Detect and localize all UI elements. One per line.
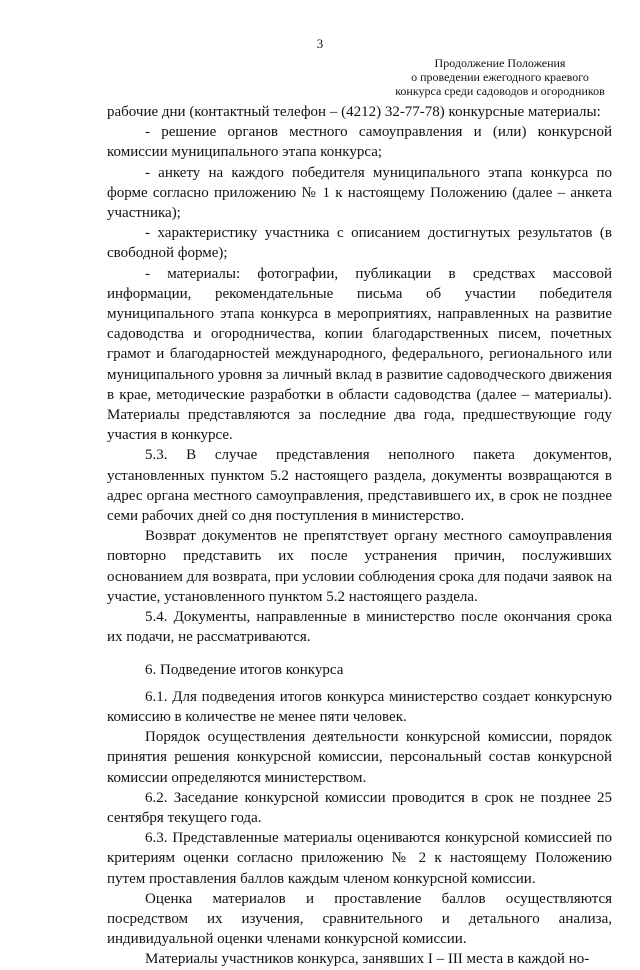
paragraph-6-1: 6.1. Для подведения итогов конкурса министерство создает конкурсную комиссию в количестве не менее пяти человек. [107,688,612,725]
paragraph-6-3: 6.3. Представленные материалы оцениваются конкурсной комиссией по критериям оценки согласно приложению № 2 к настоящему Положению путем проставления баллов каждым членом конкурсной комиссии. [107,830,612,887]
paragraph-5-4: 5.4. Документы, направленные в министерство после окончания срока их подачи, не рассматриваются. [107,609,612,646]
header-line-3: конкурса среди садоводов и огородников [395,84,605,98]
header-line-2: о проведении ежегодного краевого [411,70,589,84]
paragraph-commission-procedure: Порядок осуществления деятельности конкурсной комиссии, порядок принятия решения конкурсной комиссии, персональный состав конкурсной комиссии определяются министерством. [107,729,612,786]
paragraph-contact-phone: рабочие дни (контактный телефон – (4212) 32-77-78) конкурсные материалы: [107,104,601,120]
list-item-questionnaire: - анкету на каждого победителя муниципального этапа конкурса по форме согласно приложению № 1 к настоящему Положению (далее – анкета участника); [107,164,612,222]
paragraph-6-2: 6.2. Заседание конкурсной комиссии проводится в срок не позднее 25 сентября текущего года. [107,789,612,826]
list-item-decision: - решение органов местного самоуправления и (или) конкурсной комиссии муниципального этапа конкурса; [107,124,612,161]
header-line-1: Продолжение Положения [434,56,566,70]
section-heading-6: 6. Подведение итогов конкурса [145,662,344,679]
paragraph-return-documents: Возврат документов не препятствует органу местного самоуправления повторно представить их после устранения причин, послуживших основанием для возврата, при условии соблюдения срока для подачи заявок на участие, установленного пунктом 5.2 настоящего раздела. [107,528,612,605]
paragraph-winners-materials: Материалы участников конкурса, занявших I – III места в каждой но- [145,951,590,968]
page-number: 3 [316,36,324,51]
document-body [107,102,612,970]
list-item-materials: - материалы: фотографии, публикации в средствах массовой информации, рекомендательные письма об участии победителя муниципального этапа конкурса в мероприятиях, направленных на развитие садоводства и огородничества, копии благодарственных писем, почетных грамот и благодарностей международного, федерального, регионального или муниципального уровня за личный вклад в развитие садоводческого движения в крае, методические разработки в области садоводства (далее – материалы). Материалы представляются за последние два года, предшествующие году участия в конкурсе. [107,265,612,444]
list-item-characteristic: - характеристику участника с описанием достигнутых результатов (в свободной форме); [107,225,612,262]
document-header-note [380,56,620,98]
paragraph-5-3: 5.3. В случае представления неполного пакета документов, установленных пунктом 5.2 настоящего раздела, документы возвращаются в адрес органа местного самоуправления, представившего их, в срок не позднее семи рабочих дней со дня поступления в министерство. [107,447,612,525]
paragraph-evaluation: Оценка материалов и проставление баллов осуществляются посредством их изучения, сравнительного и детального анализа, индивидуальной оценки членами конкурсной комиссии. [107,890,612,948]
